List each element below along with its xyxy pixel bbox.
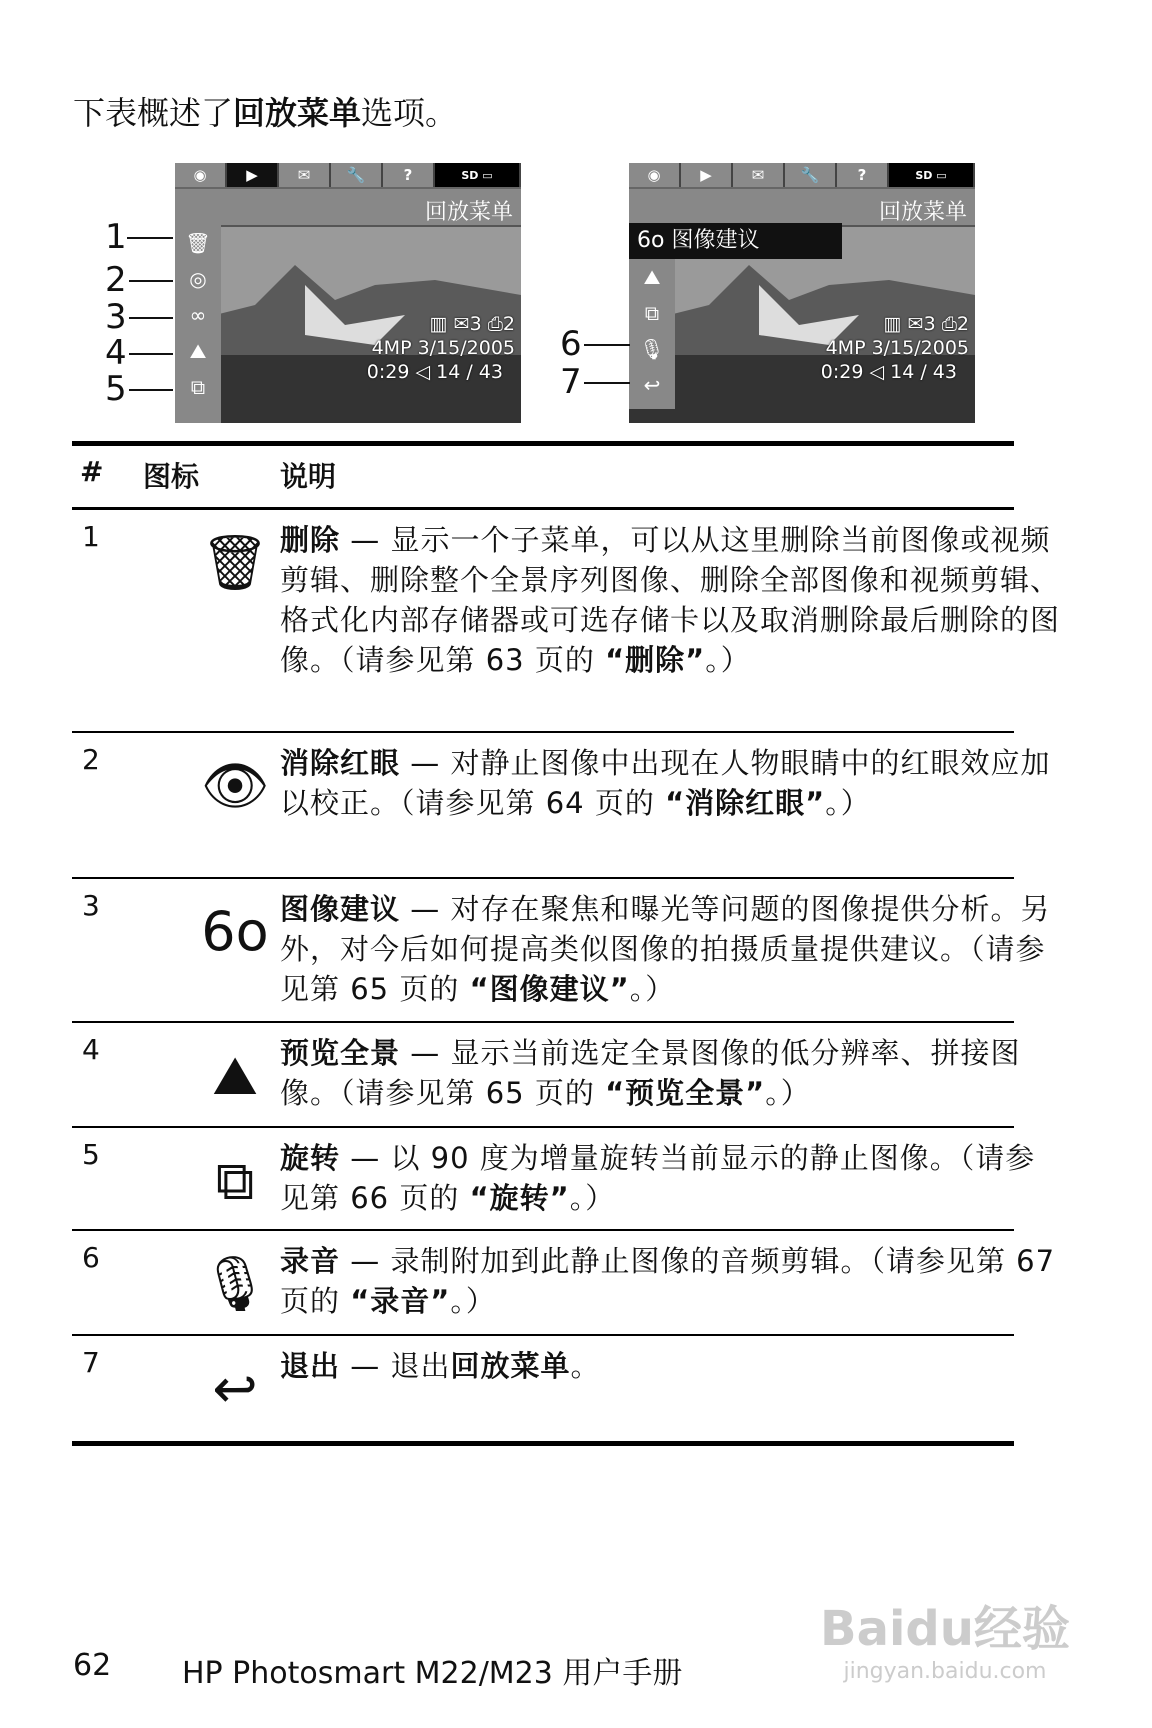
- item-reference: 回放菜单: [450, 1349, 571, 1383]
- menu-sidebar: [175, 225, 221, 423]
- callout-7: [560, 362, 582, 402]
- table-row: [72, 1023, 1021, 1128]
- item-end: 。）: [629, 972, 676, 1006]
- callout-5: [105, 369, 127, 409]
- callout-line: [129, 353, 173, 355]
- header-icon: 图标: [143, 460, 200, 493]
- table-row: [72, 1336, 1014, 1439]
- intro-pre: 下表概述了: [73, 94, 234, 132]
- callout-line: [129, 389, 173, 391]
- menu-title: 回放菜单: [878, 200, 967, 225]
- camera-screen-right: [629, 163, 975, 423]
- tab-help[interactable]: ?: [383, 163, 435, 187]
- callout-4: [105, 333, 127, 373]
- item-title: 旋转: [280, 1141, 341, 1175]
- callout-6: [560, 324, 582, 364]
- item-text: — 以 90 度为增量旋转当前显示的静止图像。（请参见第 66 页的: [280, 1141, 1036, 1215]
- tab-capture[interactable]: ◉: [175, 163, 227, 187]
- watermark-main: Baidu经验: [820, 1601, 1070, 1657]
- header-description: 说明: [280, 460, 337, 493]
- trash-icon: 🗑: [200, 531, 270, 594]
- row-description: [280, 889, 1065, 1009]
- callout-line: [129, 317, 173, 319]
- item-end: 。）: [765, 1076, 811, 1110]
- item-text: — 显示一个子菜单，可以从这里删除当前图像或视频剪辑、删除整个全景序列图像、删除全部图像和视频剪辑、格式化内部存储器或可选存储卡以及取消删除最后删除的图像。（请参见第 63 页的: [280, 523, 1061, 677]
- menu-title: 回放菜单: [424, 200, 513, 225]
- menu-bar: [175, 189, 521, 227]
- selected-menu-item[interactable]: 6ᴏ 图像建议: [629, 223, 842, 259]
- table-row: [72, 879, 1051, 1023]
- callout-3: [105, 297, 127, 337]
- item-reference: “图像建议”: [469, 972, 630, 1006]
- callout-number: 4: [105, 333, 127, 373]
- item-reference: “删除”: [605, 643, 706, 677]
- glasses-icon[interactable]: ∞: [189, 303, 207, 327]
- item-text: — 对静止图像中出现在人物眼睛中的红眼效应加以校正。（请参见第 64 页的: [280, 746, 1051, 820]
- overlay-info: 4MP 3/15/2005: [371, 337, 515, 359]
- callout-number: 1: [105, 217, 127, 257]
- row-description: [280, 1241, 1065, 1321]
- callout-2: [105, 260, 127, 300]
- exit-icon[interactable]: ↩: [643, 373, 661, 397]
- trash-icon[interactable]: 🗑: [185, 231, 211, 255]
- item-text: — 对存在聚焦和曝光等问题的图像提供分析。另外，对今后如何提高类似图像的拍摄质量提供建议。（请参见第 65 页的: [280, 892, 1051, 1006]
- tab-setup[interactable]: 🔧: [785, 163, 837, 187]
- panorama-icon[interactable]: ⛰: [189, 339, 207, 363]
- sd-battery-status: SD ▭: [889, 163, 975, 187]
- item-text: — 显示当前选定全景图像的低分辨率、拼接图像。（请参见第 65 页的: [280, 1036, 1021, 1110]
- item-title: 预览全景: [280, 1036, 401, 1070]
- intro-bold: 回放菜单: [233, 94, 362, 132]
- item-reference: “录音”: [350, 1284, 451, 1318]
- tab-playback[interactable]: ▶: [681, 163, 733, 187]
- row-description: [280, 743, 1065, 823]
- intro-text: [73, 88, 457, 134]
- callout-number: 2: [105, 260, 127, 300]
- tab-share[interactable]: ✉: [279, 163, 331, 187]
- table-bottom-rule: [72, 1441, 1014, 1446]
- table-row: [72, 733, 1051, 879]
- item-title: 退出: [280, 1349, 341, 1383]
- item-end: 。）: [450, 1284, 496, 1318]
- panorama-icon: ⛰: [212, 1044, 258, 1107]
- row-description: [280, 1346, 1065, 1386]
- tab-share[interactable]: ✉: [733, 163, 785, 187]
- row-description: [280, 1033, 1065, 1113]
- callout-line: [584, 344, 630, 346]
- rotate-icon: ⧉: [215, 1149, 255, 1212]
- item-reference: “旋转”: [469, 1181, 570, 1215]
- baidu-watermark: [820, 1590, 1070, 1684]
- microphone-icon[interactable]: 🎙: [639, 337, 665, 361]
- overlay-counts: ▥ ✉3 ⎙2: [429, 313, 515, 335]
- intro-post: 选项。: [361, 94, 458, 132]
- red-eye-icon[interactable]: ◎: [189, 267, 207, 291]
- row-number: 3: [82, 889, 100, 922]
- item-end: 。）: [705, 643, 751, 677]
- table-top-rule: [72, 441, 1014, 446]
- row-description: [280, 1138, 1065, 1218]
- callout-line: [584, 382, 630, 384]
- overlay-counts: ▥ ✉3 ⎙2: [883, 313, 969, 335]
- callout-line: [127, 237, 173, 239]
- row-number: 1: [82, 520, 100, 553]
- table-row: [72, 1231, 1056, 1336]
- menu-tabs: [175, 163, 521, 189]
- row-number: 7: [82, 1346, 100, 1379]
- sd-battery-status: SD ▭: [435, 163, 521, 187]
- glasses-icon: 6ᴏ: [201, 900, 269, 963]
- item-reference: “消除红眼”: [665, 786, 826, 820]
- selected-item-label: 图像建议: [671, 228, 760, 253]
- row-number: 4: [82, 1033, 100, 1066]
- callout-1: [105, 217, 127, 257]
- rotate-icon[interactable]: ⧉: [644, 301, 660, 325]
- item-reference: “预览全景”: [605, 1076, 766, 1110]
- tab-setup[interactable]: 🔧: [331, 163, 383, 187]
- panorama-icon[interactable]: ⛰: [643, 265, 661, 289]
- callout-number: 6: [560, 324, 582, 364]
- watermark-sub: jingyan.baidu.com: [843, 1659, 1047, 1684]
- row-number: 2: [82, 743, 100, 776]
- row-number: 5: [82, 1138, 100, 1171]
- callout-number: 7: [560, 362, 582, 402]
- overlay-bottom: 0:29 ◁ 14 / 43: [366, 361, 503, 383]
- item-end: 。）: [569, 1181, 616, 1215]
- page-number: 62: [73, 1648, 112, 1683]
- overlay-bottom: 0:29 ◁ 14 / 43: [820, 361, 957, 383]
- tab-playback[interactable]: ▶: [227, 163, 279, 187]
- tab-capture[interactable]: ◉: [629, 163, 681, 187]
- red-eye-icon: 👁: [200, 754, 270, 817]
- item-title: 消除红眼: [280, 746, 401, 780]
- item-end: 。）: [825, 786, 871, 820]
- item-text: — 录制附加到此静止图像的音频剪辑。（请参见第 67 页的: [280, 1244, 1056, 1318]
- table-row: [72, 510, 1061, 733]
- callout-number: 5: [105, 369, 127, 409]
- row-description: [280, 520, 1065, 680]
- item-title: 录音: [280, 1244, 341, 1278]
- item-end: 。: [570, 1349, 601, 1383]
- overlay-info: 4MP 3/15/2005: [825, 337, 969, 359]
- table-row: [72, 1128, 1036, 1231]
- menu-tabs: [629, 163, 975, 189]
- callout-number: 3: [105, 297, 127, 337]
- menu-bar: [629, 189, 975, 227]
- item-title: 删除: [280, 523, 341, 557]
- footer-title: HP Photosmart M22/M23 用户手册: [182, 1656, 683, 1691]
- callout-line: [129, 280, 173, 282]
- item-title: 图像建议: [280, 892, 401, 926]
- tab-help[interactable]: ?: [837, 163, 889, 187]
- rotate-icon[interactable]: ⧉: [190, 375, 206, 399]
- menu-sidebar: [629, 259, 675, 409]
- camera-screen-left: [175, 163, 521, 423]
- exit-icon: ↩: [212, 1357, 258, 1420]
- item-text: — 退出: [340, 1349, 451, 1383]
- microphone-icon: 🎙: [200, 1252, 270, 1315]
- header-number: #: [80, 455, 104, 488]
- row-number: 6: [82, 1241, 100, 1274]
